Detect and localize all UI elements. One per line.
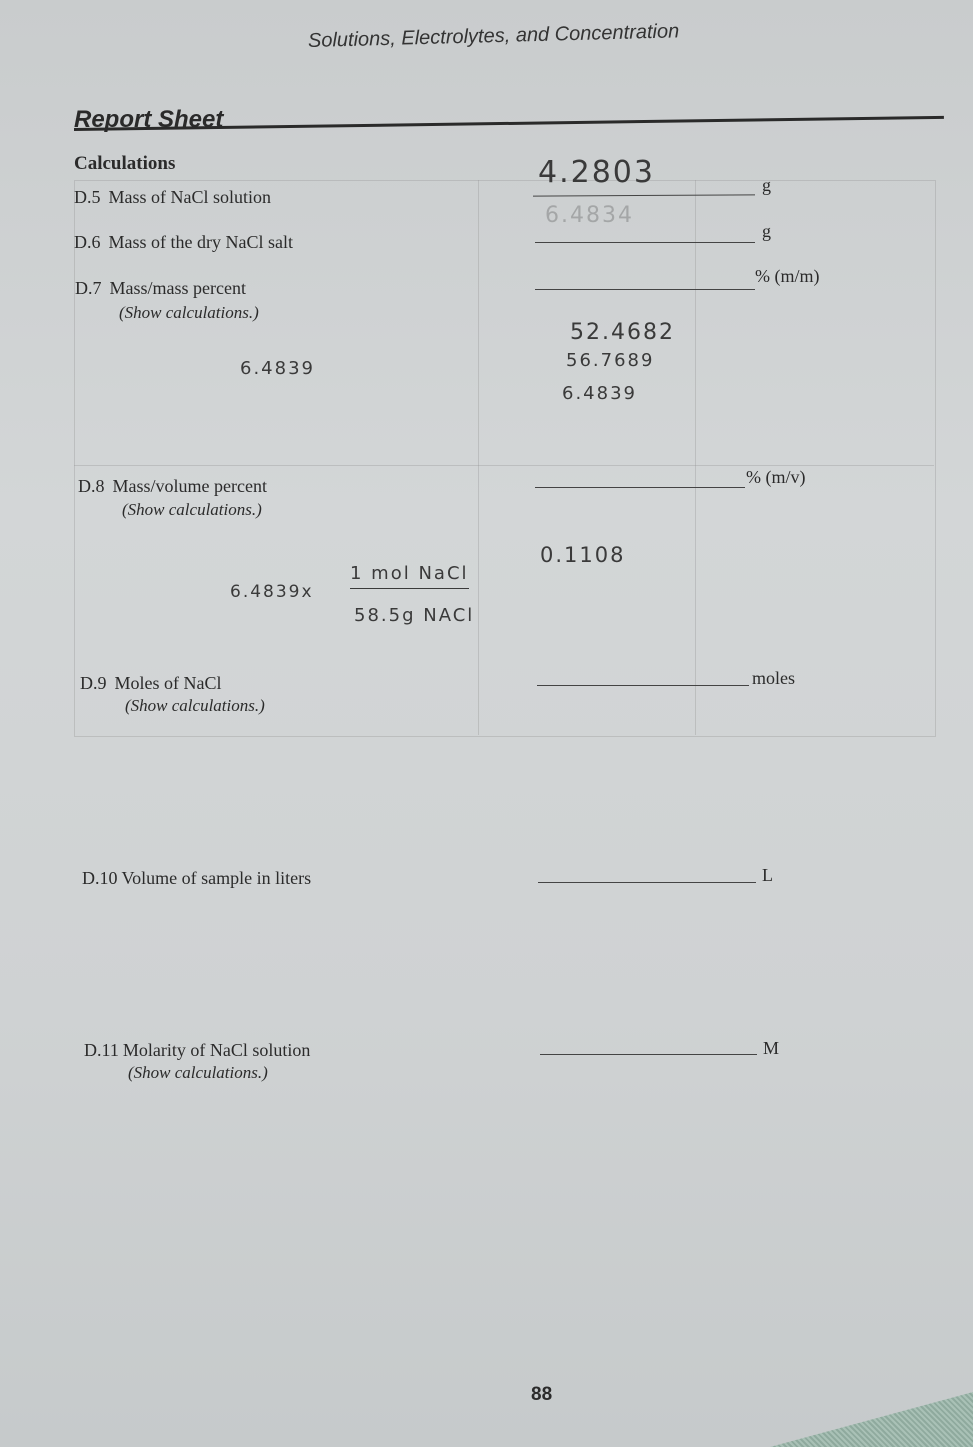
- handwritten-work-d8: 0.1108: [540, 543, 626, 567]
- item-label: Moles of NaCl: [114, 673, 222, 693]
- unit-d5: g: [762, 175, 771, 195]
- answer-line-d10: [538, 882, 756, 883]
- faint-table-divider: [74, 465, 934, 466]
- item-number: D.11: [84, 1040, 119, 1060]
- item-d8: [78, 476, 267, 497]
- item-number: D.8: [78, 476, 105, 496]
- faint-table-frame: [74, 180, 936, 737]
- item-number: D.9: [80, 673, 107, 693]
- show-calculations-d9: (Show calculations.): [125, 696, 265, 715]
- handwritten-work-d8: 6.4839x: [230, 582, 314, 602]
- handwritten-work-d7: 6.4839: [240, 358, 315, 379]
- item-label: Molarity of NaCl solution: [122, 1040, 311, 1060]
- page-header-title: Solutions, Electrolytes, and Concentration: [307, 20, 680, 52]
- item-label: Volume of sample in liters: [121, 868, 312, 888]
- item-number: D.10: [82, 868, 118, 888]
- item-d9: [80, 673, 222, 694]
- page-number: 88: [531, 1384, 553, 1405]
- handwritten-work-d7: 56.7689: [566, 350, 655, 371]
- item-label: Mass of NaCl solution: [108, 187, 272, 207]
- answer-line-d7: [535, 289, 755, 290]
- faint-table-divider: [695, 180, 696, 735]
- item-label: Mass/volume percent: [112, 476, 267, 496]
- handwritten-work-d8: 1 mol NaCl: [350, 563, 469, 589]
- item-number: D.6: [74, 232, 101, 252]
- item-d7: [75, 278, 246, 299]
- handwritten-work-d7: 6.4839: [562, 383, 637, 404]
- unit-d11: M: [763, 1038, 780, 1058]
- unit-d8: % (m/v): [746, 467, 806, 487]
- answer-line-d9: [537, 685, 749, 686]
- item-number: D.5: [74, 187, 101, 207]
- fabric-corner-decoration: [683, 1392, 973, 1447]
- item-d11: [84, 1040, 310, 1061]
- handwritten-answer-d5: 4.2803: [538, 155, 655, 190]
- item-d6: [74, 232, 293, 253]
- handwritten-work-d7: 52.4682: [570, 320, 675, 345]
- unit-d10: L: [762, 865, 773, 885]
- show-calculations-d8: (Show calculations.): [122, 500, 262, 519]
- item-number: D.7: [75, 278, 102, 298]
- report-sheet-title: Report Sheet: [74, 106, 224, 133]
- show-calculations-d7: (Show calculations.): [119, 303, 259, 322]
- answer-line-d6: [535, 242, 755, 243]
- faint-table-divider: [478, 180, 479, 735]
- answer-line-d11: [540, 1054, 757, 1055]
- answer-line-d8: [535, 487, 745, 488]
- handwritten-work-d8: 58.5g NACl: [354, 605, 475, 626]
- calculations-heading: Calculations: [74, 153, 176, 174]
- item-d5: [74, 187, 271, 208]
- item-d10: [82, 868, 311, 889]
- unit-d9: moles: [752, 668, 795, 688]
- unit-d6: g: [762, 221, 771, 241]
- item-label: Mass of the dry NaCl salt: [108, 232, 293, 252]
- show-calculations-d11: (Show calculations.): [128, 1063, 268, 1082]
- faint-handwritten-note-d6: 6.4834: [545, 203, 634, 228]
- item-label: Mass/mass percent: [109, 278, 246, 298]
- unit-d7: % (m/m): [755, 266, 820, 286]
